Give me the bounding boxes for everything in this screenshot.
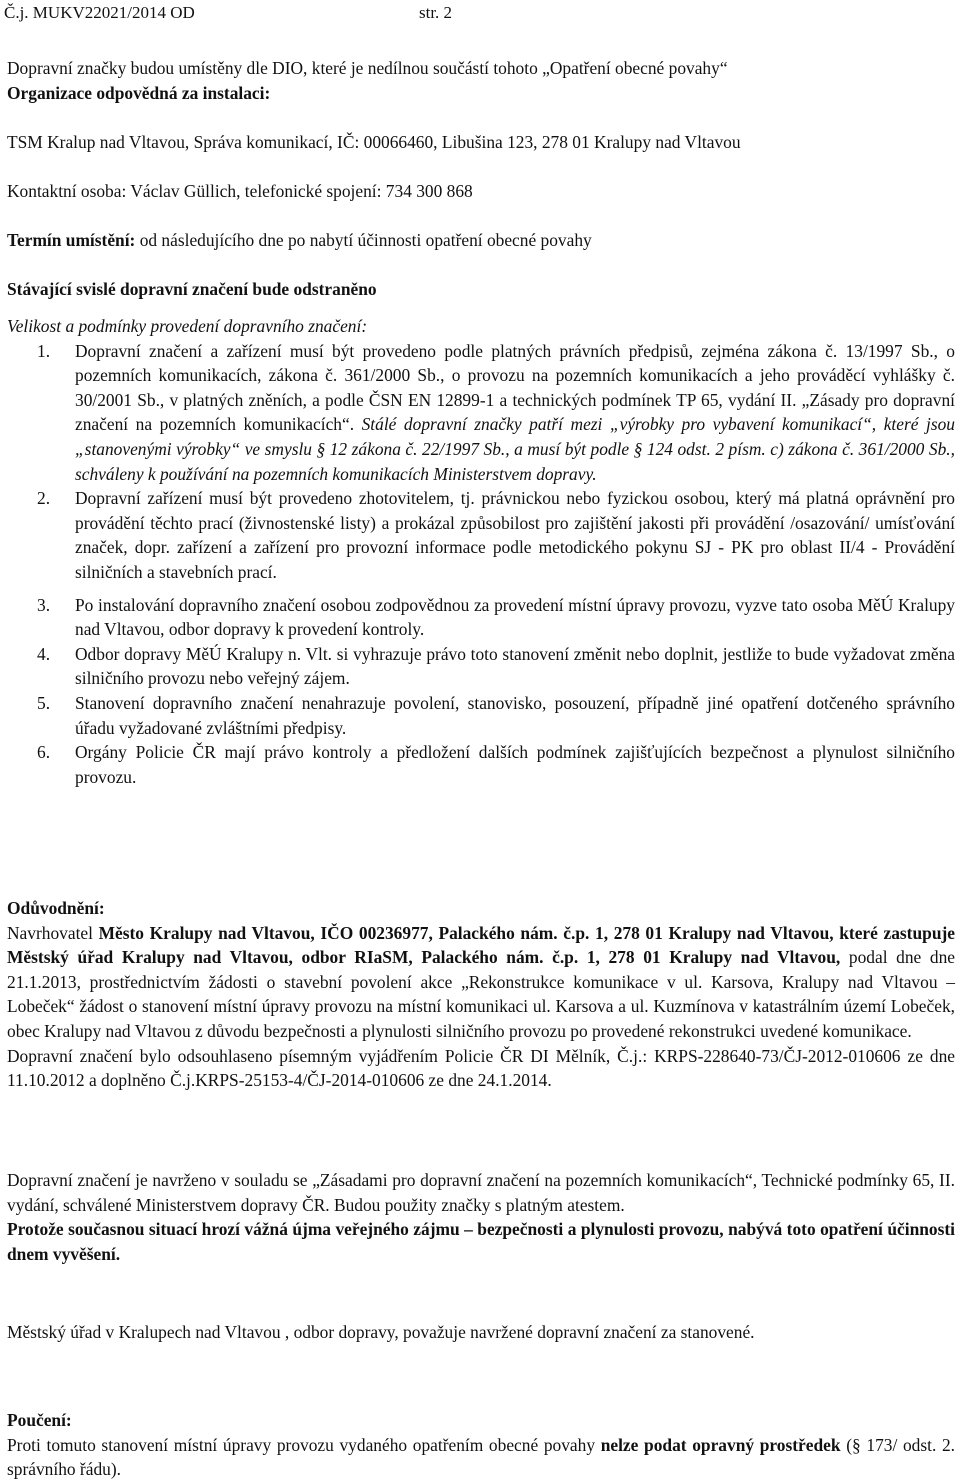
condition-number: 3. [37,594,51,615]
page-number: str. 2 [419,3,453,22]
condition-text: Dopravní značení a zařízení musí být provedeno podle platných právních předpisů, zejména zákona č. 13/1997 Sb., o pozemních komunikacích, zákona č. 361/2000 Sb., o provozu na pozemních komunikacích a jeho prováděcí vyhlášky č. 30/2001 Sb., v platných zněních, a podle ČSN EN 12899-1 a technických podmínek TP 65, vydání II. „Zásady pro dopravní značení na pozemních komunikacích“. [75,340,955,435]
condition-number: 6. [37,742,51,763]
condition-text: Orgány Policie ČR mají právo kontroly a předložení dalších podmínek zajišťujících bezpečnost a plynulost silničního provozu. [75,742,955,787]
condition-item [7,691,955,740]
intro-section [7,56,955,105]
instruction-reference: (§ 173/ odst. 2. správního řádu). [7,1434,955,1480]
justification-lead: Navrhovatel [7,922,99,943]
reference-number: Č.j. MUKV22021/2014 OD [4,3,195,22]
condition-text: Stanovení dopravního značení nenahrazuje povolení, stanovisko, posouzení, případně jiné opatření dotčeného správního úřadu vyžadované zvláštními předpisy. [75,692,955,738]
instruction-paragraph [7,1433,955,1482]
removal-line [7,277,955,302]
term-text [7,228,955,253]
condition-item [7,593,955,642]
term-label: Termín umístění: [7,230,136,250]
condition-item [7,740,955,789]
condition-number: 4. [37,643,51,664]
condition-item [7,486,955,584]
justification-paragraph [7,921,955,1044]
justification-heading: Odůvodnění: [7,898,105,918]
condition-item [7,339,955,487]
organization-heading: Organizace odpovědná za instalaci: [7,82,271,103]
instruction-heading: Poučení: [7,1410,72,1430]
condition-text: Dopravní zařízení musí být provedeno zhotovitelem, tj. právnickou nebo fyzickou osobou, který má platná oprávnění pro provádění těchto prací (živnostenské listy) a prokázal způsobilost pro zajištění jakosti při provádění /osazování/ umísťování značek, dopr. zařízení a zařízení pro provozní informace podle metodického pokynu SJ - PK pro oblast II/4 - Provádění silničních a stavebních prací. [75,488,955,582]
condition-number: 1. [37,340,51,361]
applicant-name: Město Kralupy nad Vltavou, IČO 00236977, Palackého nám. č.p. 1, 278 01 Kralupy nad Vltavou, které zastupuje Městský úřad Kralupy nad Vltavou, odbor RIaSM, Palackého nám. č.p. 1, 278 01 Kralupy nad Vltavou, [7,922,955,968]
intro-line: Dopravní značky budou umístěny dle DIO, které je nedílnou součástí tohoto „Opatření obecné povahy“ [7,58,728,78]
condition-text: Po instalování dopravního značení osobou zodpovědnou za provedení místní úpravy provozu, vyzve tato osoba MěÚ Kralupy nad Vltavou, odbor dopravy k provedení kontroly. [75,594,955,640]
conclusion-paragraph: Městský úřad v Kralupech nad Vltavou , odbor dopravy, považuje navržené dopravní značení za stanovené. [7,1322,755,1342]
removal-text: Stávající svislé dopravní značení bude odstraněno [7,279,377,299]
condition-text-italic: Stálé dopravní značky patří mezi „výrobky pro vybavení komunikací“, které jsou „stanovenými výrobky“ ve smyslu § 12 zákona č. 22/1997 Sb., a musí být podle § 124 odst. 2 písm. c) zákona č. 361/2000 Sb., schváleny k používání na pozemních komunikacích Ministerstvem dopravy. [75,414,955,484]
organization-line [7,130,955,155]
conditions-heading: Velikost a podmínky provedení dopravního značení: [7,316,368,336]
justification-body: podal dne dne 21.1.2013, prostřednictvím žádosti o stavební povolení akce „Rekonstrukce komunikace v ul. Karsova, Kralupy nad Vltavou – Lobeček“ žádost o stanovení místní úpravy provozu na místní komunikaci ul. Karsova a ul. Kuzmínova v katastrálním území Lobeček, obec Kralupy nad Vltavou z důvodu bezpečnosti a plynulosti silničního provozu po provedené rekonstrukci uvedené komunikace. [7,947,955,1041]
condition-number: 2. [37,488,51,509]
instruction-emphasis: nelze podat opravný prostředek [600,1434,841,1455]
instruction-text: Proti tomuto stanovení místní úpravy provozu vydaného opatřením obecné povahy [7,1434,601,1455]
justification-section [7,896,955,1093]
instruction-section [7,1408,955,1482]
urgency-paragraph: Protože současnou situací hrozí vážná újma veřejného zájmu – bezpečnosti a plynulosti provozu, nabývá toto opatření účinnosti dnem vyvěšení. [7,1219,955,1264]
conditions-list [7,339,955,790]
police-approval-paragraph: Dopravní značení bylo odsouhlaseno písemným vyjádřením Policie ČR DI Mělník, Č.j.: KRPS-228640-73/ČJ-2012-010606 ze dne 11.10.2012 a doplněno Č.j.KRPS-25153-4/ČJ-2014-010606 ze dne 24.1.2014. [7,1045,955,1091]
term-value: od následujícího dne po nabytí účinnosti opatření obecné povahy [135,230,592,250]
contact-line [7,179,955,204]
design-paragraph: Dopravní značení je navrženo v souladu se „Zásadami pro dopravní značení na pozemních komunikacích“, Technické podmínky 65, II. vydání, schválené Ministerstvem dopravy ČR. Budou použity značky s platným atestem. [7,1170,955,1215]
design-section [7,1168,955,1266]
organization-text: TSM Kralup nad Vltavou, Správa komunikací, IČ: 00066460, Libušina 123, 278 01 Kralupy nad Vltavou [7,132,741,152]
condition-number: 5. [37,692,51,713]
condition-text: Odbor dopravy MěÚ Kralupy n. Vlt. si vyhrazuje právo toto stanovení změnit nebo doplnit, jestliže to bude vyžadovat změna silničního provozu nebo veřejný zájem. [75,643,955,689]
contact-text: Kontaktní osoba: Václav Güllich, telefonické spojení: 734 300 868 [7,181,473,201]
page-header [4,2,453,24]
term-line [7,228,955,253]
conditions-section [7,314,955,789]
condition-item [7,642,955,691]
conclusion-section [7,1320,955,1345]
